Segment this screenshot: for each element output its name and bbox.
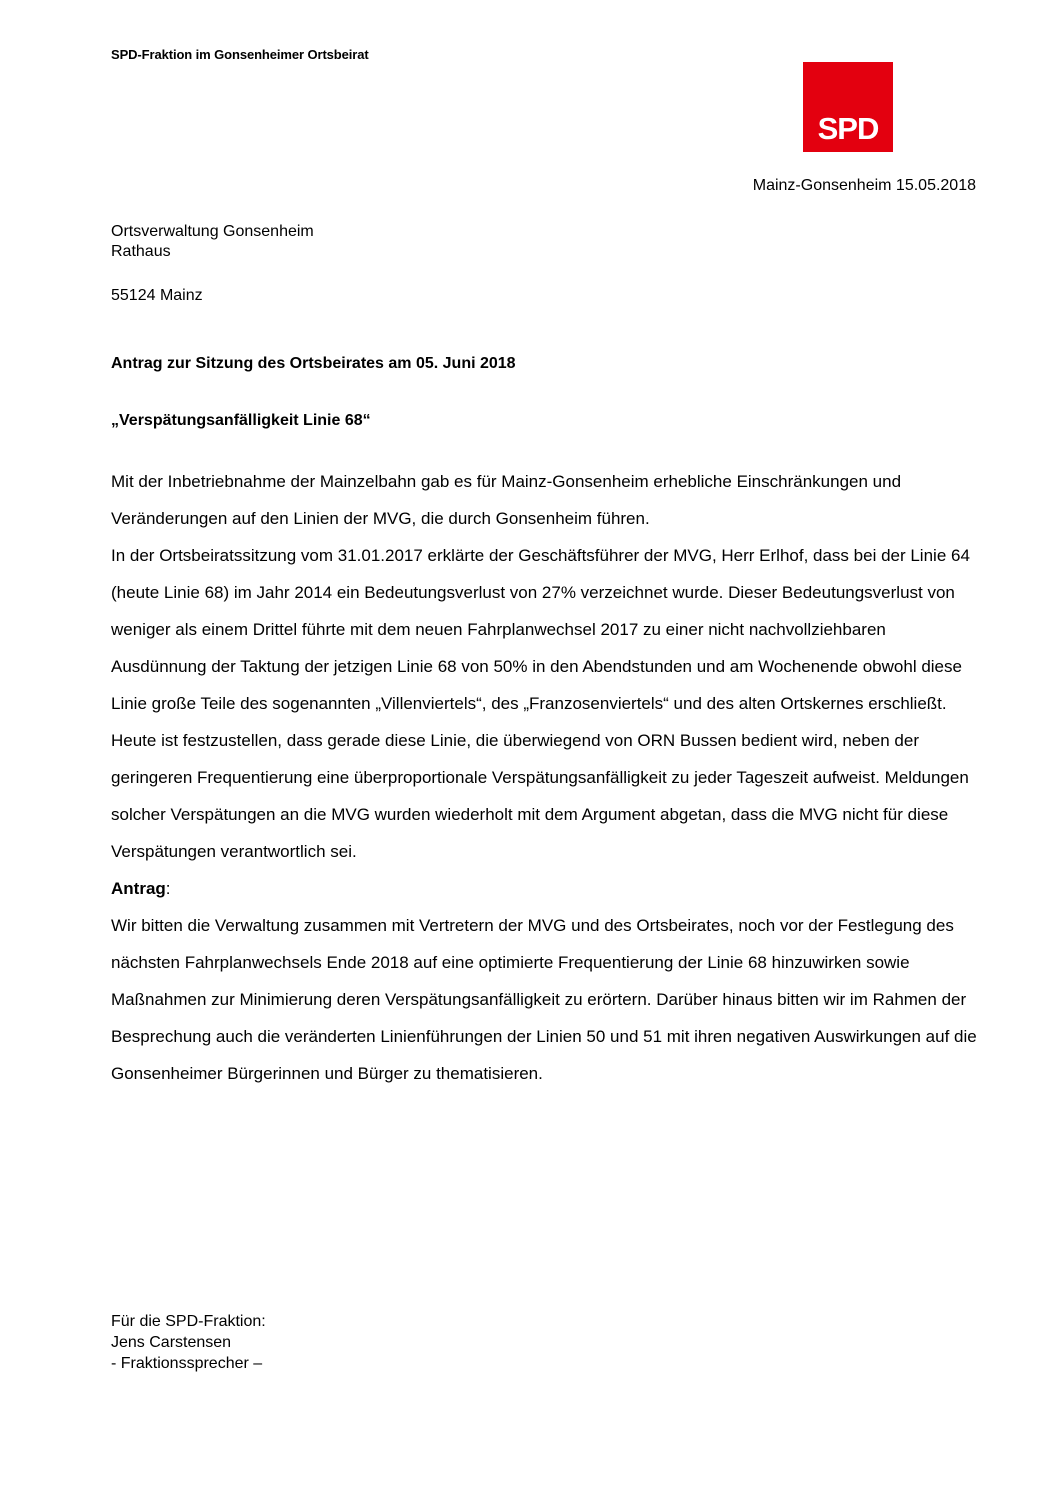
letter-subject: Antrag zur Sitzung des Ortsbeirates am 05. Juni 2018 [111,355,516,372]
place-date: Mainz-Gonsenheim 15.05.2018 [752,177,976,194]
recipient-address [111,222,314,262]
antrag-label: Antrag [111,879,166,898]
body-paragraph-4: Wir bitten die Verwaltung zusammen mit Vertretern der MVG und des Ortsbeirates, noch vor der Festlegung des nächsten Fahrplanwechsels Ende 2018 auf eine optimierte Frequentierung der Linie 68 hinzuwirken sowie Maßnahmen zur Minimierung deren Verspätungsanfälligkeit zu erörtern. Darüber hinaus bitten wir im Rahmen der Besprechung auch die veränderten Linienführungen der Linien 50 und 51 mit ihren negativen Auswirkungen auf die Gonsenheimer Bürgerinnen und Bürger zu thematisieren. [111,916,977,1083]
body-paragraph-3: Heute ist festzustellen, dass gerade diese Linie, die überwiegend von ORN Bussen bedient wird, neben der geringeren Frequentierung eine überproportionale Verspätungsanfälligkeit zu jeder Tageszeit aufweist. Meldungen solcher Verspätungen an die MVG wurden wiederholt mit dem Argument abgetan, dass die MVG nicht für diese Verspätungen verantwortlich sei. [111,731,969,861]
recipient-line-2: Rathaus [111,243,171,260]
signature-name: Jens Carstensen [111,1334,232,1351]
antrag-heading [111,870,981,907]
signature-line-1: Für die SPD-Fraktion: [111,1313,266,1330]
antrag-colon: : [165,879,171,898]
body-paragraph-1: Mit der Inbetriebnahme der Mainzelbahn gab es für Mainz-Gonsenheim erhebliche Einschränkungen und Veränderungen auf den Linien der MVG, die durch Gonsenheim führen. [111,472,902,528]
signature-role: - Fraktionssprecher – [111,1355,263,1372]
recipient-zip-city: 55124 Mainz [111,287,203,304]
recipient-line-1: Ortsverwaltung Gonsenheim [111,223,314,240]
motion-title: „Verspätungsanfälligkeit Linie 68“ [111,412,371,429]
body-paragraph-2: In der Ortsbeiratssitzung vom 31.01.2017 erklärte der Geschäftsführer der MVG, Herr Erlhof, dass bei der Linie 64 (heute Linie 68) im Jahr 2014 ein Bedeutungsverlust von 27% verzeichnet wurde. Dieser Bedeutungsverlust von weniger als einem Drittel führte mit dem neuen Fahrplanwechsel 2017 zu einer nicht nachvollziehbaren Ausdünnung der Taktung der jetzigen Linie 68 von 50% in den Abendstunden und am Wochenende obwohl diese Linie große Teile des sogenannten „Villenviertels“, des „Franzosenviertels“ und des alten Ortskernes erschließt. [111,546,970,713]
spd-logo [803,62,893,152]
organization-header: SPD-Fraktion im Gonsenheimer Ortsbeirat [111,47,369,62]
spd-logo-text: SPD [817,111,879,146]
signature-block [111,1311,266,1374]
letter-body [111,463,981,1092]
